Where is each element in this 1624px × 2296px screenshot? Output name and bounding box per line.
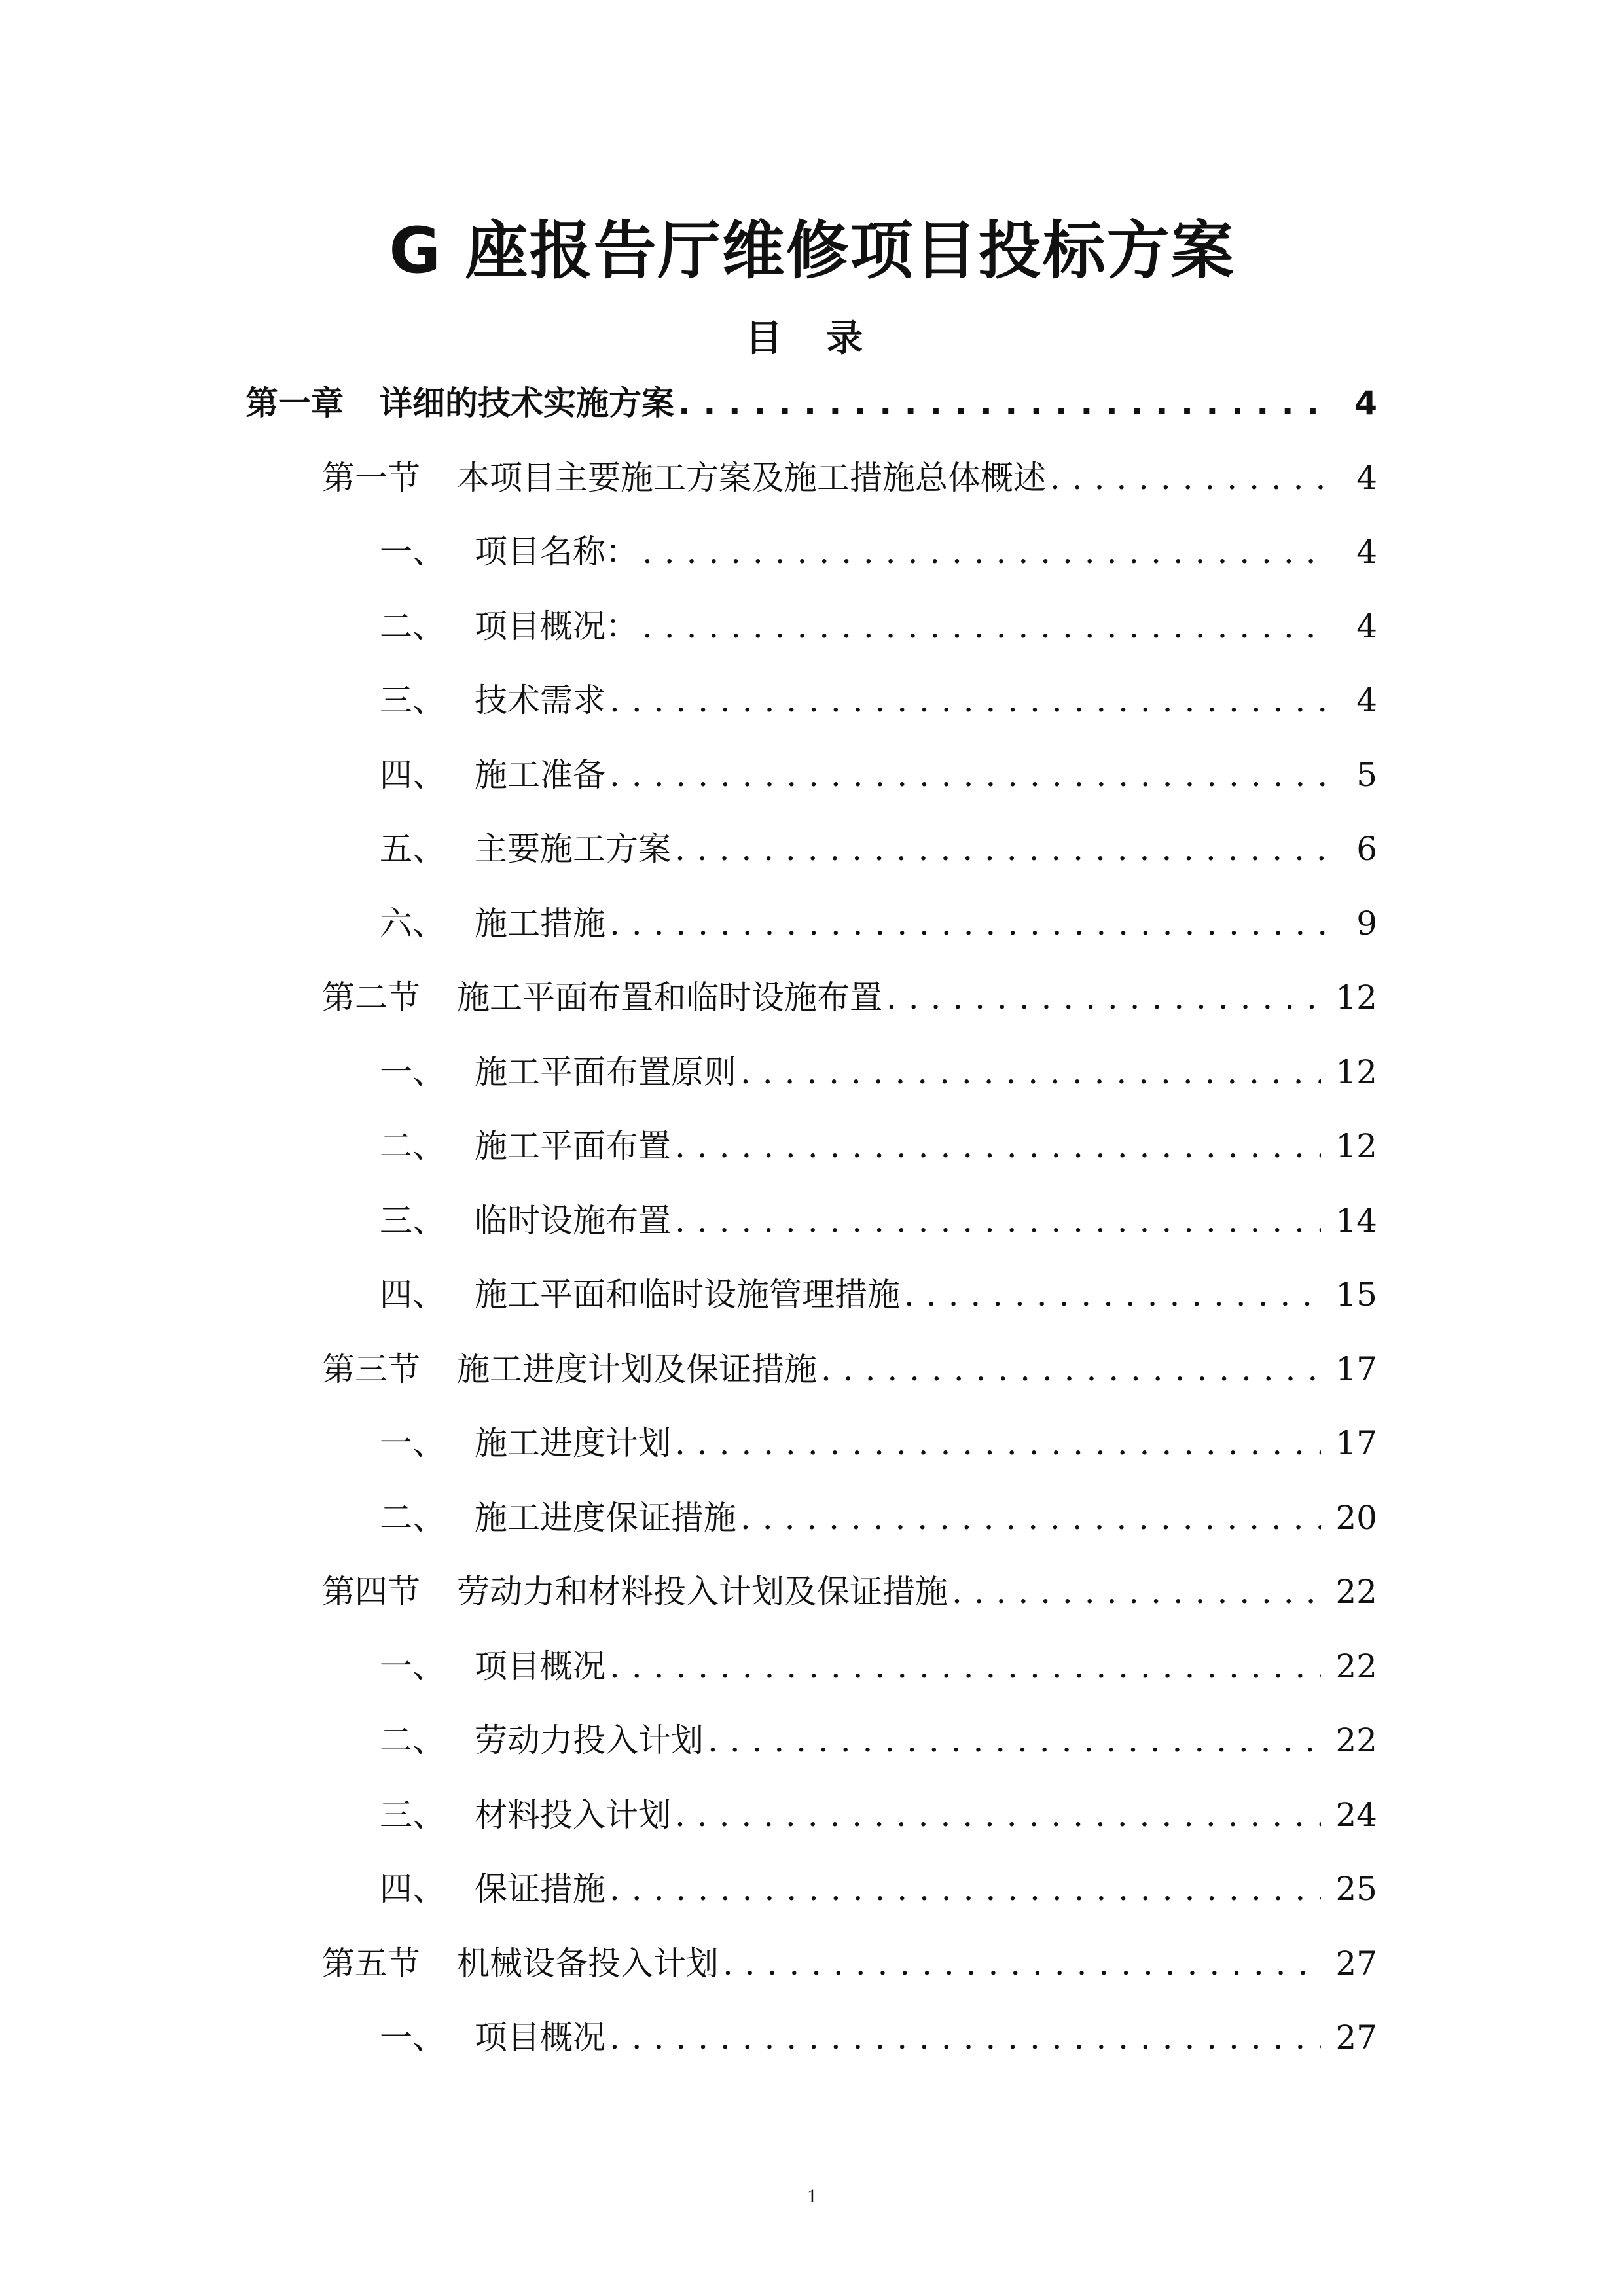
toc-entry[interactable]	[322, 965, 1377, 1030]
toc-entry[interactable]	[380, 1856, 1377, 1922]
toc-entry-number: 二、	[380, 1499, 445, 1537]
toc-entry-title: 项目概况	[475, 1647, 605, 1685]
toc-dot-leader	[704, 1708, 1321, 1773]
toc-entry-title: 施工平面布置和临时设施布置	[457, 978, 882, 1016]
toc-entry-page: 22	[1335, 1573, 1377, 1611]
toc-entry[interactable]	[380, 1708, 1377, 1773]
toc-dot-leader	[638, 519, 1325, 584]
toc-entry-title: 施工进度计划	[475, 1424, 671, 1462]
toc-entry[interactable]	[380, 1410, 1377, 1476]
toc-entry[interactable]	[380, 742, 1377, 808]
toc-entry-title: 施工措施	[475, 905, 605, 942]
toc-entry-page: 5	[1356, 756, 1377, 794]
toc-dot-leader	[900, 1262, 1321, 1327]
toc-entry-title: 劳动力和材料投入计划及保证措施	[457, 1573, 948, 1611]
document-title: G 座报告厅维修项目投标方案	[389, 214, 1235, 287]
page-number: 1	[807, 2185, 817, 2207]
toc-entry-title: 施工进度保证措施	[475, 1499, 736, 1537]
toc-entry[interactable]	[380, 891, 1377, 956]
toc-entry-page: 22	[1335, 1647, 1377, 1685]
toc-entry[interactable]	[380, 1188, 1377, 1253]
toc-entry[interactable]	[380, 1634, 1377, 1699]
toc-entry-number: 三、	[380, 681, 445, 719]
toc-entry-page: 27	[1335, 2018, 1377, 2056]
toc-entry-number: 一、	[380, 533, 445, 571]
toc-entry[interactable]	[380, 1113, 1377, 1179]
toc-entry[interactable]	[380, 519, 1377, 584]
toc-entry-title: 项目名称：	[475, 533, 638, 571]
toc-entry-title: 施工准备	[475, 756, 605, 794]
toc-entry-number: 第三节	[322, 1350, 420, 1388]
toc-entry-page: 27	[1335, 1945, 1377, 1982]
toc-entry-page: 25	[1335, 1870, 1377, 1908]
toc-entry-number: 第二节	[322, 978, 420, 1016]
toc-dot-leader	[671, 1188, 1321, 1253]
toc-entry-number: 第一章	[245, 384, 344, 422]
toc-entry-number: 第五节	[322, 1945, 420, 1982]
toc-entry[interactable]	[380, 1782, 1377, 1848]
toc-entry[interactable]	[380, 1485, 1377, 1551]
toc-entry[interactable]	[380, 594, 1377, 659]
toc-entry-title: 施工进度计划及保证措施	[457, 1350, 817, 1388]
toc-entry[interactable]	[245, 370, 1377, 436]
toc-entry-title: 本项目主要施工方案及施工措施总体概述	[457, 459, 1046, 497]
toc-dot-leader	[605, 1856, 1321, 1922]
toc-entry-number: 第四节	[322, 1573, 420, 1611]
toc-entry-page: 17	[1335, 1424, 1377, 1462]
toc-entry-number: 五、	[380, 830, 445, 868]
toc-entry-title: 项目概况	[475, 2018, 605, 2056]
toc-entry-title: 详细的技术实施方案	[380, 384, 674, 422]
toc-entry-title: 项目概况：	[475, 607, 638, 645]
toc-entry[interactable]	[322, 445, 1377, 511]
toc-entry-title: 技术需求	[475, 681, 605, 719]
toc-entry-page: 22	[1335, 1721, 1377, 1759]
toc-entry-title: 施工平面和临时设施管理措施	[475, 1276, 900, 1314]
toc-entry-page: 6	[1356, 830, 1377, 868]
toc-entry-page: 15	[1335, 1276, 1377, 1314]
toc-dot-leader	[605, 891, 1325, 956]
toc-entry-title: 劳动力投入计划	[475, 1721, 704, 1759]
toc-dot-leader	[736, 1485, 1321, 1551]
toc-entry-title: 施工平面布置	[475, 1127, 671, 1165]
toc-entry-number: 二、	[380, 607, 445, 645]
toc-entry-number: 三、	[380, 1796, 445, 1834]
toc-entry-page: 17	[1335, 1350, 1377, 1388]
toc-dot-leader	[671, 1410, 1321, 1476]
toc-entry-number: 二、	[380, 1721, 445, 1759]
toc-dot-leader	[736, 1039, 1321, 1105]
toc-heading: 目 录	[745, 317, 879, 360]
toc-entry-number: 一、	[380, 1053, 445, 1091]
toc-entry-title: 主要施工方案	[475, 830, 671, 868]
toc-entry-number: 一、	[380, 1647, 445, 1685]
toc-entry-title: 保证措施	[475, 1870, 605, 1908]
toc-entry-page: 4	[1356, 607, 1377, 645]
toc-entry[interactable]	[322, 1931, 1377, 1996]
toc-entry-page: 4	[1354, 384, 1377, 422]
toc-dot-leader	[605, 2005, 1321, 2070]
toc-entry-title: 机械设备投入计划	[457, 1945, 719, 1982]
toc-entry-number: 第一节	[322, 459, 420, 497]
toc-entry-number: 一、	[380, 1424, 445, 1462]
toc-dot-leader	[671, 1782, 1321, 1848]
toc-entry-number: 四、	[380, 756, 445, 794]
toc-entry-number: 四、	[380, 1870, 445, 1908]
toc-entry[interactable]	[322, 1336, 1377, 1402]
toc-entry[interactable]	[322, 1559, 1377, 1624]
toc-dot-leader	[605, 1634, 1321, 1699]
toc-entry[interactable]	[380, 668, 1377, 733]
toc-entry-page: 24	[1335, 1796, 1377, 1834]
toc-entry-title: 临时设施布置	[475, 1202, 671, 1240]
toc-dot-leader	[882, 965, 1321, 1030]
toc-entry-page: 14	[1335, 1202, 1377, 1240]
toc-dot-leader	[671, 1113, 1321, 1179]
toc-dot-leader	[605, 668, 1325, 733]
toc-entry-number: 一、	[380, 2018, 445, 2056]
toc-entry-page: 12	[1335, 1053, 1377, 1091]
toc-entry-page: 20	[1335, 1499, 1377, 1537]
toc-entry[interactable]	[380, 2005, 1377, 2070]
toc-entry-number: 六、	[380, 905, 445, 942]
toc-entry-page: 4	[1356, 459, 1377, 497]
toc-entry-number: 四、	[380, 1276, 445, 1314]
toc-dot-leader	[674, 370, 1325, 436]
toc-dot-leader	[948, 1559, 1321, 1624]
toc-entry[interactable]	[380, 1262, 1377, 1327]
toc-entry[interactable]	[380, 1039, 1377, 1105]
toc-entry-title: 材料投入计划	[475, 1796, 671, 1834]
toc-dot-leader	[719, 1931, 1321, 1996]
toc-entry-number: 二、	[380, 1127, 445, 1165]
toc-dot-leader	[1046, 445, 1325, 511]
toc-dot-leader	[817, 1336, 1321, 1402]
toc-entry-page: 9	[1356, 905, 1377, 942]
toc-entry-title: 施工平面布置原则	[475, 1053, 736, 1091]
toc-entry-page: 4	[1356, 681, 1377, 719]
toc-entry-page: 12	[1335, 978, 1377, 1016]
toc-dot-leader	[671, 816, 1325, 882]
toc-entry-page: 4	[1356, 533, 1377, 571]
toc-entry[interactable]	[380, 816, 1377, 882]
toc-dot-leader	[638, 594, 1325, 659]
toc-dot-leader	[605, 742, 1325, 808]
toc-entry-number: 三、	[380, 1202, 445, 1240]
toc-entry-page: 12	[1335, 1127, 1377, 1165]
